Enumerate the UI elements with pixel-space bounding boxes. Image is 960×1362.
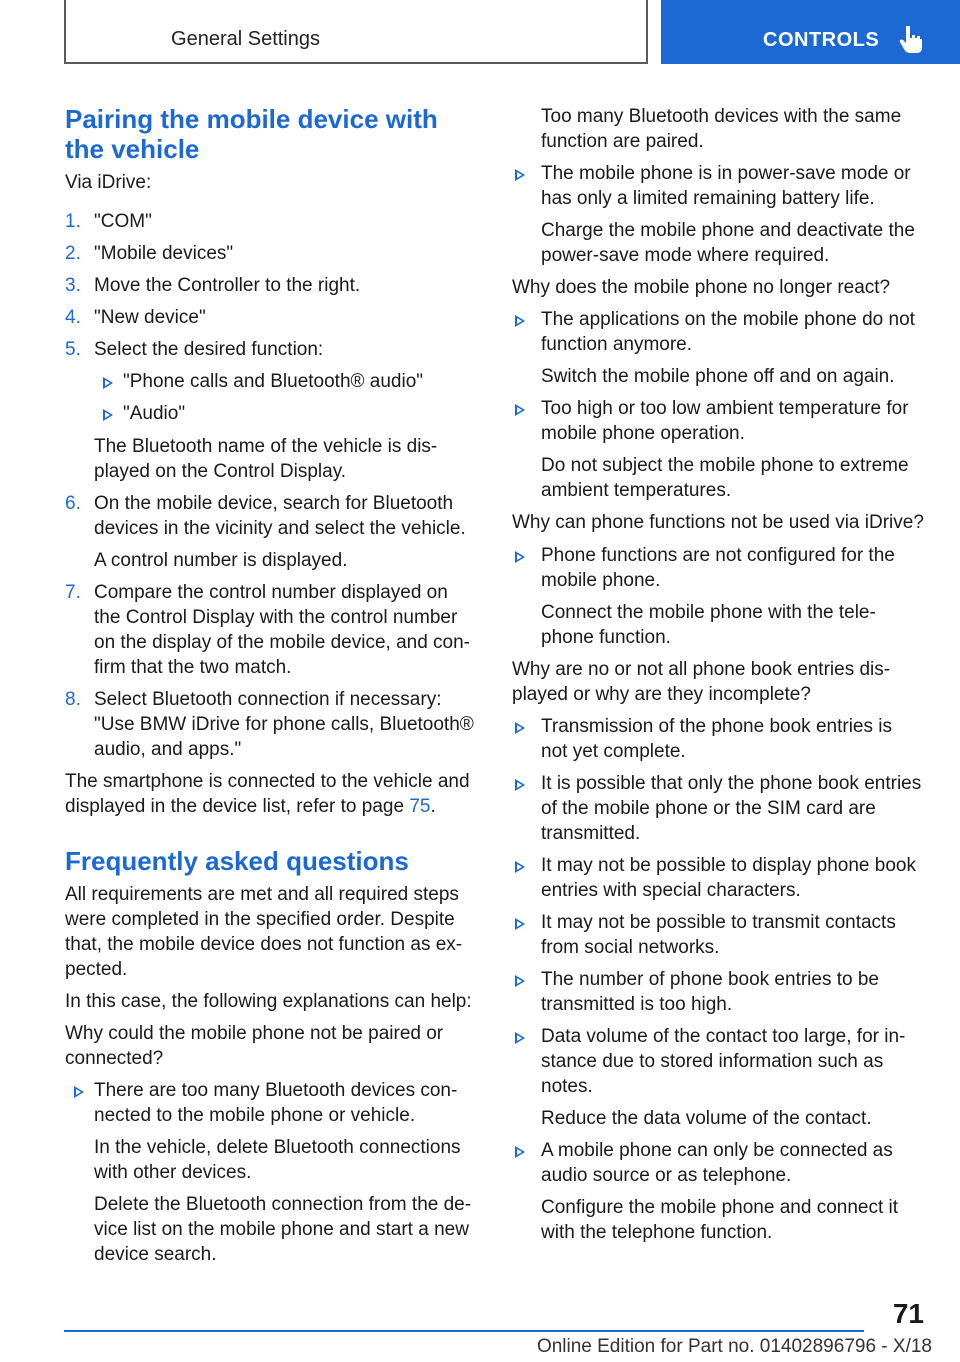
- bullet-triangle-icon: [515, 779, 525, 791]
- bullet-note: Connect the mobile phone with the tele-: [541, 602, 876, 623]
- step-text: On the mobile device, search for Bluetooth: [94, 493, 454, 514]
- bullet-note: Delete the Bluetooth connection from the de-: [94, 1194, 472, 1215]
- heading-line: Pairing the mobile device with: [65, 104, 438, 134]
- bullet-note: Do not subject the mobile phone to extreme: [541, 455, 909, 476]
- bullet-text: The applications on the mobile phone do not: [541, 309, 915, 330]
- bullet-text: Data volume of the contact too large, for in-: [541, 1026, 906, 1047]
- bullet-triangle-icon: [515, 315, 525, 327]
- step-text: Select the desired function:: [94, 339, 324, 360]
- connected-text: displayed in the device list, refer to page 75.: [65, 796, 436, 817]
- chapter-title: CONTROLS: [763, 29, 880, 51]
- step-number: 6.: [65, 493, 81, 514]
- step-text: on the display of the mobile device, and con-: [94, 632, 471, 653]
- question: connected?: [65, 1048, 164, 1069]
- step-number: 4.: [65, 307, 81, 328]
- step-text: Select Bluetooth connection if necessary:: [94, 689, 442, 710]
- heading-line: the vehicle: [65, 134, 200, 164]
- step-number: 2.: [65, 243, 81, 264]
- bullet-triangle-icon: [515, 1032, 525, 1044]
- bullet-text: It may not be possible to display phone book: [541, 855, 916, 876]
- bullet-triangle-icon: [515, 551, 525, 563]
- question: played or why are they incomplete?: [512, 684, 811, 705]
- edition-text: Online Edition for Part no. 01402896796 - X/18: [536, 1336, 932, 1357]
- connected-text-line: displayed in the device list, refer to page: [65, 796, 410, 817]
- bullet-text: mobile phone.: [541, 570, 661, 591]
- step-text: devices in the vicinity and select the vehicle.: [94, 518, 466, 539]
- footer-divider: [64, 1330, 864, 1332]
- bullet-triangle-icon: [515, 1146, 525, 1158]
- bullet-triangle-icon: [74, 1086, 84, 1098]
- step5-note: played on the Control Display.: [94, 461, 347, 482]
- bullet-note: Too many Bluetooth devices with the same: [541, 106, 902, 127]
- bullet-text: not yet complete.: [541, 741, 686, 762]
- bullet-text: transmitted is too high.: [541, 994, 733, 1015]
- bullet-triangle-icon: [515, 404, 525, 416]
- bullet-note: Reduce the data volume of the contact.: [541, 1108, 872, 1129]
- bullet-text: audio source or as telephone.: [541, 1165, 792, 1186]
- bullet-text: The mobile phone is in power-save mode or: [541, 163, 911, 184]
- step-text: "COM": [94, 211, 152, 232]
- bullet-text: A mobile phone can only be connected as: [541, 1140, 893, 1161]
- section-title: General Settings: [171, 28, 320, 50]
- bullet-text: mobile phone operation.: [541, 423, 745, 444]
- bullet-text: transmitted.: [541, 823, 641, 844]
- bullet-text: stance due to stored information such as: [541, 1051, 884, 1072]
- intro-text: pected.: [65, 959, 128, 980]
- bullet-note: Configure the mobile phone and connect it: [541, 1197, 899, 1218]
- bullet-triangle-icon: [103, 409, 113, 421]
- step-text: "Use BMW iDrive for phone calls, Bluetooth®: [94, 714, 474, 735]
- bullet-triangle-icon: [515, 169, 525, 181]
- question: Why can phone functions not be used via iDrive?: [512, 512, 924, 533]
- page-number: 71: [892, 1298, 924, 1329]
- bullet-text: function anymore.: [541, 334, 693, 355]
- step5-option: "Phone calls and Bluetooth® audio": [123, 371, 424, 392]
- question: Why are no or not all phone book entries dis-: [512, 659, 891, 680]
- step6-note: A control number is displayed.: [94, 550, 348, 571]
- intro-text: that, the mobile device does not function as ex-: [65, 934, 463, 955]
- bullet-text: Too high or too low ambient temperature for: [541, 398, 909, 419]
- step-number: 5.: [65, 339, 81, 360]
- bullet-triangle-icon: [515, 975, 525, 987]
- question: Why could the mobile phone not be paired or: [65, 1023, 444, 1044]
- bullet-text: There are too many Bluetooth devices con-: [94, 1080, 458, 1101]
- intro-text: All requirements are met and all required steps: [65, 884, 459, 905]
- intro-text: were completed in the specified order. Despite: [65, 909, 455, 930]
- bullet-text: nected to the mobile phone or vehicle.: [94, 1105, 416, 1126]
- step5-option: "Audio": [123, 403, 186, 424]
- bullet-triangle-icon: [103, 377, 113, 389]
- bullet-text: Phone functions are not configured for the: [541, 545, 895, 566]
- bullet-triangle-icon: [515, 722, 525, 734]
- step-text: "New device": [94, 307, 206, 328]
- heading-pairing: [65, 104, 438, 164]
- header-section-box: [64, 0, 648, 64]
- via-label: Via iDrive:: [65, 172, 152, 193]
- bullet-text: entries with special characters.: [541, 880, 801, 901]
- bullet-text: The number of phone book entries to be: [541, 969, 880, 990]
- step-number: 1.: [65, 211, 81, 232]
- bullet-note: power-save mode where required.: [541, 245, 830, 266]
- bullet-text: It is possible that only the phone book entries: [541, 773, 922, 794]
- bullet-triangle-icon: [515, 861, 525, 873]
- step-text: audio, and apps.": [94, 739, 242, 760]
- step5-note: The Bluetooth name of the vehicle is dis-: [94, 436, 438, 457]
- bullet-note: device search.: [94, 1244, 217, 1265]
- bullet-text: Transmission of the phone book entries is: [541, 716, 892, 737]
- step-number: 8.: [65, 689, 81, 710]
- step-number: 3.: [65, 275, 81, 296]
- bullet-text: notes.: [541, 1076, 593, 1097]
- bullet-note: with other devices.: [94, 1162, 252, 1183]
- help-text: In this case, the following explanations can help:: [65, 991, 472, 1012]
- bullet-note: Charge the mobile phone and deactivate the: [541, 220, 915, 241]
- connected-text: The smartphone is connected to the vehicle and: [65, 771, 470, 792]
- question: Why does the mobile phone no longer react?: [512, 277, 891, 298]
- chapter-tab: [661, 0, 960, 64]
- bullet-text: of the mobile phone or the SIM card are: [541, 798, 876, 819]
- bullet-note: In the vehicle, delete Bluetooth connections: [94, 1137, 461, 1158]
- bullet-text: from social networks.: [541, 937, 720, 958]
- bullet-note: with the telephone function.: [541, 1222, 773, 1243]
- bullet-note: function are paired.: [541, 131, 704, 152]
- bullet-text: has only a limited remaining battery life.: [541, 188, 875, 209]
- step-text: Move the Controller to the right.: [94, 275, 361, 296]
- page-reference-link[interactable]: 75: [409, 796, 431, 817]
- bullet-note: phone function.: [541, 627, 671, 648]
- step-number: 7.: [65, 582, 81, 603]
- bullet-triangle-icon: [515, 918, 525, 930]
- bullet-text: It may not be possible to transmit contacts: [541, 912, 896, 933]
- heading-faq: Frequently asked questions: [65, 846, 409, 876]
- step-text: firm that the two match.: [94, 657, 292, 678]
- step-text: the Control Display with the control number: [94, 607, 458, 628]
- bullet-note: ambient temperatures.: [541, 480, 732, 501]
- pointing-hand-icon: [897, 24, 927, 54]
- step-text: Compare the control number displayed on: [94, 582, 448, 603]
- bullet-note: Switch the mobile phone off and on again.: [541, 366, 895, 387]
- step-text: "Mobile devices": [94, 243, 234, 264]
- bullet-note: vice list on the mobile phone and start a new: [94, 1219, 469, 1240]
